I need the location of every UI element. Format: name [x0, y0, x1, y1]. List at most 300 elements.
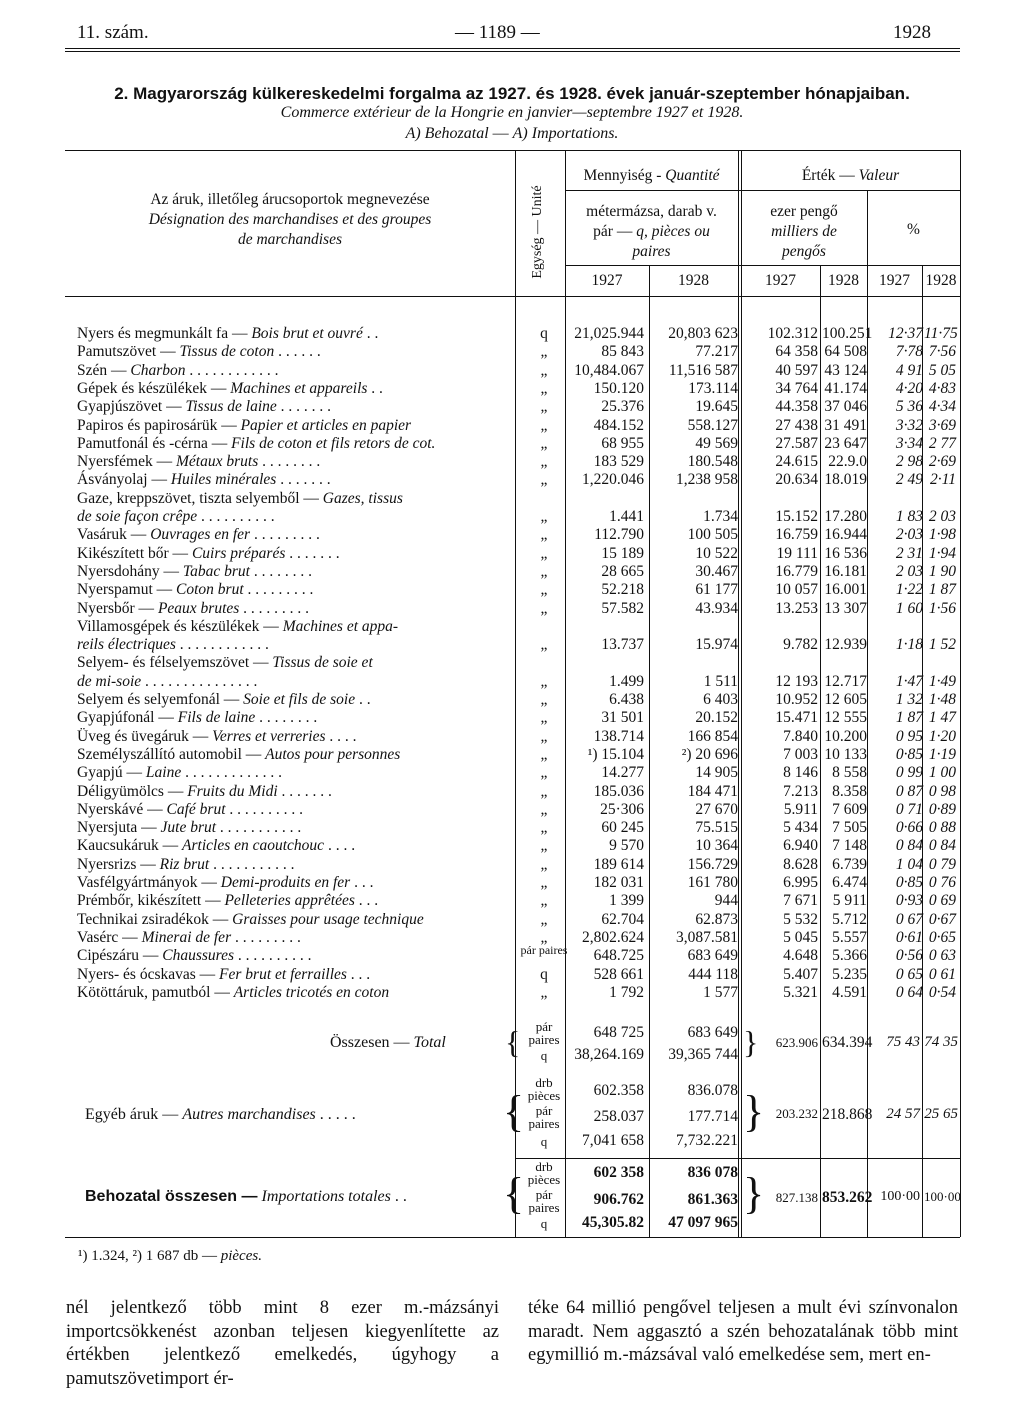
row-pct-1928: 1·56 [928, 599, 956, 617]
table-row [0, 361, 1024, 380]
row-val-1928: 12.939 [824, 636, 867, 654]
row-qty-1927: 25·306 [600, 800, 644, 818]
row-unit: „ [540, 910, 548, 928]
row-qty-1927: 189 614 [593, 855, 644, 873]
table-row [0, 800, 1024, 819]
row-val-1927: 27 438 [775, 416, 818, 434]
unit-header: Egység — Unité [530, 185, 545, 279]
other-val-brace: } [743, 1087, 765, 1136]
row-val-1927: 102.312 [767, 325, 818, 342]
row-val-1927: 12 193 [775, 672, 818, 690]
table-row [0, 507, 1024, 526]
subtitle-b: A) Importations. [512, 125, 619, 142]
row-val-1928: 12 555 [824, 709, 867, 727]
total-unit-2: q [540, 1048, 548, 1063]
table-top-rule [65, 150, 960, 151]
row-pct-1927: 0 99 [895, 764, 923, 782]
row-unit: „ [540, 581, 548, 599]
row-pct-1928: 1·20 [928, 727, 956, 745]
row-val-1928: 41.174 [824, 379, 867, 397]
row-description: Személyszállító automobil — Autos pour personnes [77, 745, 401, 763]
row-unit: „ [540, 874, 548, 891]
header-rule-2 [65, 51, 960, 52]
row-pct-1927: 1 83 [895, 508, 923, 525]
row-val-1928: 5.235 [832, 965, 867, 983]
table-row [0, 910, 1024, 929]
row-val-1928: 12 605 [824, 691, 867, 708]
other-p28: 25 65 [924, 1106, 958, 1122]
row-val-1928: 8.358 [832, 782, 867, 800]
grand-p28: 100·00 [924, 1189, 961, 1204]
row-pct-1928: 1 90 [928, 562, 956, 580]
row-description: Kikészített bőr — Cuirs préparés . . . . . . . [77, 544, 340, 562]
row-pct-1927: 0 65 [895, 965, 923, 983]
other-unit-2: pár paires [528, 1103, 560, 1131]
pct-year-1927: 1927 [879, 272, 910, 289]
other-brace: { [503, 1087, 525, 1136]
row-description: Gyapjúfonál — Fils de laine . . . . . . . . [77, 709, 318, 727]
row-description: Gaze, kreppszövet, tiszta selyemből — Gazes, tissus [77, 489, 403, 507]
row-qty-1927: 1 399 [609, 892, 644, 910]
row-unit: „ [540, 764, 548, 782]
other-label: Egyéb áruk — Autres marchandises . . . . . [85, 1106, 356, 1123]
row-pct-1927: 1·18 [895, 636, 923, 654]
row-description: Kaucsukáruk — Articles en caoutchouc . . . . [77, 837, 356, 855]
row-qty-1927: 60 245 [601, 819, 644, 837]
row-pct-1927: 1·22 [895, 581, 923, 599]
row-pct-1928: 1 87 [928, 581, 956, 599]
row-qty-1928: 20,803 623 [668, 325, 738, 342]
qty-header-desc: métermázsa, darab v. pár — q, pièces ou paires [586, 203, 717, 260]
table-row [0, 763, 1024, 782]
row-qty-1927: ¹) 15.104 [587, 745, 644, 763]
row-description: Nyers és megmunkált fa — Bois brut et ouvré . . [77, 325, 379, 342]
row-val-1927: 20.634 [775, 471, 818, 489]
grand-q27-q: 45,305.82 [582, 1214, 644, 1231]
row-unit: „ [540, 343, 548, 361]
table-row [0, 653, 1024, 672]
total-val-brace: } [743, 1024, 759, 1060]
other-unit-3: q [540, 1134, 548, 1149]
row-pct-1928: 0 76 [928, 874, 956, 891]
row-val-1927: 8 146 [783, 764, 818, 782]
table-row [0, 416, 1024, 435]
row-val-1927: 27.587 [775, 434, 818, 452]
grand-total-label: Behozatal összesen — Importations totales . . [85, 1188, 407, 1205]
other-q27-q: 7,041 658 [582, 1132, 644, 1149]
table-row [0, 580, 1024, 599]
other-q28-pieces: 836.078 [687, 1082, 738, 1099]
other-q27-pairs: 258.037 [593, 1108, 644, 1125]
row-pct-1927: 0 87 [895, 782, 923, 800]
row-pct-1927: 1 60 [895, 599, 923, 617]
total-v27: 623.906 [775, 1035, 818, 1050]
row-pct-1927: 0·61 [895, 928, 923, 946]
row-val-1928: 10.200 [824, 727, 867, 745]
row-val-1928: 5.366 [832, 947, 867, 965]
years-rule [565, 265, 960, 266]
row-val-1927: 10 057 [775, 581, 818, 599]
row-description: Pamutfonál és -cérna — Fils de coton et fils retors de cot. [77, 434, 436, 452]
row-qty-1928: 558.127 [687, 416, 738, 434]
row-description: Vasfélgyártmányok — Demi-produits en fer . . . [77, 874, 374, 891]
total-q27-pairs: 648 725 [593, 1024, 644, 1041]
row-pct-1928: 1·49 [928, 672, 956, 690]
grand-unit-2: pár paires [528, 1187, 560, 1215]
row-pct-1927: 0·66 [895, 819, 923, 837]
table-row [0, 434, 1024, 453]
row-unit: „ [540, 471, 548, 489]
row-val-1928: 7 148 [832, 837, 867, 855]
row-pct-1928: 1 00 [928, 764, 956, 782]
row-unit: „ [540, 636, 548, 654]
desc-header-hu: Az áruk, illetőleg árucsoportok megnevezése [150, 191, 430, 208]
row-unit: „ [540, 709, 548, 727]
row-description: Nyersdohány — Tabac brut . . . . . . . . [77, 562, 312, 580]
table-row [0, 379, 1024, 398]
row-qty-1928: 683 649 [687, 947, 738, 965]
page-issue: 11. szám. [77, 22, 149, 43]
table-row [0, 342, 1024, 361]
row-pct-1927: 2 98 [895, 453, 923, 471]
row-pct-1928: 2·69 [928, 453, 956, 471]
row-val-1928: 16.944 [824, 526, 867, 544]
row-val-1928: 16.181 [824, 562, 867, 580]
table-row [0, 525, 1024, 544]
row-pct-1928: 0 84 [928, 837, 956, 855]
row-qty-1927: 28 665 [601, 562, 644, 580]
other-v27: 203.232 [775, 1106, 818, 1121]
grand-p27: 100·00 [880, 1189, 920, 1204]
row-unit: q [540, 965, 548, 983]
row-val-1928: 22.9.0 [828, 453, 867, 471]
row-pct-1927: 0 95 [895, 727, 923, 745]
row-qty-1928: 14 905 [695, 764, 738, 782]
row-qty-1927: 68 955 [601, 434, 644, 452]
row-qty-1927: 183 529 [593, 453, 644, 471]
row-val-1927: 15.471 [775, 709, 818, 727]
row-val-1927: 16.779 [775, 562, 818, 580]
table-row [0, 782, 1024, 801]
table-row [0, 672, 1024, 691]
row-qty-1927: 9 570 [609, 837, 644, 855]
row-unit: pár paires [520, 943, 568, 958]
row-pct-1928: 5 05 [928, 361, 956, 379]
row-description: Selyem- és félselyemszövet — Tissus de soie et [77, 654, 373, 672]
row-pct-1928: 0·89 [928, 800, 956, 818]
row-qty-1927: 150.120 [593, 379, 644, 397]
row-description: reils électriques . . . . . . . . . . . . [77, 636, 269, 654]
subtitle-a: A) Behozatal [405, 125, 489, 142]
row-description: Nyersrizs — Riz brut . . . . . . . . . . . [77, 855, 295, 873]
row-description: Nyerspamut — Coton brut . . . . . . . . . [77, 581, 314, 599]
row-pct-1927: 1 04 [895, 855, 923, 873]
row-pct-1927: 0·85 [895, 745, 923, 763]
row-pct-1928: 2 77 [928, 434, 956, 452]
row-pct-1927: 0 71 [895, 800, 923, 818]
row-qty-1927: 6.438 [609, 691, 644, 708]
table-header-rule [65, 296, 960, 297]
row-pct-1928: 1·48 [928, 691, 956, 708]
row-val-1928: 43 124 [824, 361, 867, 379]
page-number: — 1189 — [455, 22, 540, 43]
row-qty-1928: 30.467 [695, 562, 738, 580]
grand-v28: 853.262 [822, 1189, 873, 1206]
row-val-1927: 13.253 [775, 599, 818, 617]
row-val-1927: 34 764 [775, 379, 818, 397]
total-v28: 634.394 [822, 1034, 873, 1051]
row-description: Villamosgépek és készülékek — Machines et appa- [77, 617, 399, 635]
table-row [0, 452, 1024, 471]
section-subtitle [0, 125, 1024, 143]
title-hungarian: 2. Magyarország külkereskedelmi forgalma az 1927. és 1928. évek január-szeptember hónapjaiban. [114, 84, 910, 103]
grand-q27-pairs: 906.762 [593, 1191, 644, 1208]
row-val-1928: 37 046 [824, 398, 867, 416]
row-qty-1927: 1,220.046 [582, 471, 644, 489]
row-qty-1927: 62.704 [601, 910, 644, 928]
grand-unit-3: q [540, 1216, 548, 1231]
row-unit: „ [540, 434, 548, 452]
row-pct-1927: 3·32 [895, 416, 923, 434]
row-qty-1927: 484.152 [593, 416, 644, 434]
table-bottom-rule [65, 1237, 960, 1238]
total-p28: 74 35 [924, 1034, 958, 1050]
other-unit-1: drb pièces [527, 1075, 561, 1103]
row-qty-1928: 180.548 [687, 453, 738, 471]
row-pct-1927: 0·93 [895, 892, 923, 910]
table-row [0, 818, 1024, 837]
row-description: Nyersbőr — Peaux brutes . . . . . . . . . [77, 599, 310, 617]
row-qty-1927: 2,802.624 [582, 928, 644, 946]
row-val-1927: 4.648 [783, 947, 818, 965]
row-unit: „ [540, 544, 548, 562]
row-description: Szén — Charbon . . . . . . . . . . . . [77, 361, 279, 379]
table-row [0, 873, 1024, 892]
row-pct-1927: 0 67 [895, 910, 923, 928]
row-qty-1927: 57.582 [601, 599, 644, 617]
row-qty-1927: 182 031 [593, 874, 644, 891]
table-row [0, 544, 1024, 563]
row-val-1928: 10 133 [824, 745, 867, 763]
row-qty-1927: 21,025.944 [574, 325, 644, 342]
row-pct-1928: 3·69 [928, 416, 956, 434]
row-val-1928: 6.474 [832, 874, 867, 891]
table-row [0, 397, 1024, 416]
row-pct-1927: 0 84 [895, 837, 923, 855]
table-row [0, 983, 1024, 1002]
table-row [0, 470, 1024, 489]
row-unit: „ [540, 745, 548, 763]
total-brace: { [505, 1024, 521, 1060]
row-val-1927: 9.782 [783, 636, 818, 654]
row-qty-1928: 43.934 [695, 599, 738, 617]
row-description: Technikai zsiradékok — Graisses pour usage technique [77, 910, 424, 928]
other-q28-q: 7,732.221 [676, 1132, 738, 1149]
row-qty-1927: 138.714 [593, 727, 644, 745]
table-row [0, 708, 1024, 727]
row-val-1927: 5.911 [783, 800, 818, 818]
row-val-1927: 24.615 [775, 453, 818, 471]
row-unit: „ [540, 837, 548, 855]
row-qty-1928: 10 522 [695, 544, 738, 562]
row-description: Selyem és selyemfonál — Soie et fils de soie . . [77, 691, 371, 708]
row-description: Pamutszövet — Tissus de coton . . . . . . [77, 343, 321, 361]
grand-v27: 827.138 [775, 1190, 818, 1205]
row-pct-1928: 1 52 [928, 636, 956, 654]
table-row [0, 965, 1024, 984]
row-val-1927: 15.152 [775, 508, 818, 525]
row-pct-1927: 2 49 [895, 471, 923, 489]
row-unit: „ [540, 782, 548, 800]
val-year-1928: 1928 [828, 272, 859, 289]
row-qty-1927: 1.499 [609, 672, 644, 690]
row-pct-1928: 4·34 [928, 398, 956, 416]
row-unit: „ [540, 379, 548, 397]
row-unit: „ [540, 416, 548, 434]
row-unit: „ [540, 398, 548, 416]
row-val-1927: 6.995 [783, 874, 818, 891]
table-row [0, 836, 1024, 855]
grand-brace: { [503, 1169, 525, 1218]
row-unit: „ [540, 361, 548, 379]
row-description: Nyersfémek — Métaux bruts . . . . . . . . [77, 453, 321, 471]
row-qty-1928: 1,238 958 [676, 471, 738, 489]
row-qty-1927: 528 661 [593, 965, 644, 983]
row-qty-1927: 648.725 [593, 947, 644, 965]
row-pct-1928: 0 69 [928, 892, 956, 910]
table-row [0, 928, 1024, 947]
row-val-1928: 16 536 [824, 544, 867, 562]
row-val-1928: 64 508 [824, 343, 867, 361]
row-val-1927: 44.358 [775, 398, 818, 416]
row-qty-1928: 166 854 [687, 727, 738, 745]
row-unit: „ [540, 800, 548, 818]
row-qty-1927: 52.218 [601, 581, 644, 599]
row-description: Nyers- és ócskavas — Fer brut et ferrailles . . . [77, 965, 371, 983]
row-pct-1928: 11·75 [924, 325, 958, 342]
row-pct-1928: 0·54 [928, 983, 956, 1001]
row-val-1928: 5 911 [832, 892, 867, 910]
row-val-1927: 7 671 [783, 892, 818, 910]
row-pct-1927: 4·20 [895, 379, 923, 397]
row-val-1928: 12.717 [824, 672, 867, 690]
row-unit: q [540, 325, 548, 342]
row-pct-1927: 7·78 [895, 343, 923, 361]
row-qty-1928: 10 364 [695, 837, 738, 855]
table-row [0, 727, 1024, 746]
row-description: Ásványolaj — Huiles minérales . . . . . . . [77, 471, 331, 489]
row-val-1928: 31 491 [824, 416, 867, 434]
row-qty-1928: ²) 20 696 [681, 745, 738, 763]
row-description: Prémbőr, kikészített — Pelleteries apprêtées . . . [77, 892, 379, 910]
row-pct-1927: 0·56 [895, 947, 923, 965]
row-unit: „ [540, 727, 548, 745]
row-val-1927: 16.759 [775, 526, 818, 544]
row-qty-1928: 173.114 [688, 379, 738, 397]
row-description: Nyerskávé — Café brut . . . . . . . . . . [77, 800, 304, 818]
other-v28: 218.868 [822, 1106, 873, 1123]
row-qty-1927: 10,484.067 [574, 361, 644, 379]
row-pct-1928: 0·67 [928, 910, 956, 928]
row-qty-1927: 1.441 [609, 508, 644, 525]
row-pct-1927: 12·37 [888, 325, 923, 342]
row-pct-1928: 1 47 [928, 709, 956, 727]
row-unit: „ [540, 526, 548, 544]
row-unit: „ [540, 928, 548, 946]
grand-q28-q: 47 097 965 [668, 1214, 738, 1231]
row-val-1927: 5 532 [783, 910, 818, 928]
row-val-1928: 16.001 [824, 581, 867, 599]
row-unit: „ [540, 508, 548, 525]
row-pct-1927: 5 36 [895, 398, 923, 416]
row-description: Cipészáru — Chaussures . . . . . . . . . . [77, 947, 312, 965]
row-qty-1928: 62.873 [695, 910, 738, 928]
row-qty-1927: 112.790 [594, 526, 644, 544]
row-qty-1928: 75.515 [695, 819, 738, 837]
row-pct-1928: 2·11 [930, 471, 956, 489]
row-unit: „ [540, 599, 548, 617]
table-row [0, 562, 1024, 581]
row-pct-1927: 2·03 [895, 526, 923, 544]
desc-header [70, 190, 510, 250]
row-val-1927: 5.407 [783, 965, 818, 983]
row-val-1928: 8 558 [832, 764, 867, 782]
qty-year-1927: 1927 [591, 272, 623, 289]
row-pct-1928: 4·83 [928, 379, 956, 397]
row-val-1927: 7.213 [783, 782, 818, 800]
table-row [0, 690, 1024, 709]
val-year-1927: 1927 [765, 272, 796, 289]
row-pct-1928: 2 03 [928, 508, 956, 525]
row-val-1927: 5 045 [783, 928, 818, 946]
row-qty-1928: 77.217 [695, 343, 738, 361]
row-qty-1928: 19.645 [695, 398, 738, 416]
row-val-1927: 10.952 [775, 691, 818, 708]
row-val-1927: 6.940 [783, 837, 818, 855]
row-qty-1928: 11,516 587 [668, 361, 738, 379]
row-qty-1928: 1.734 [703, 508, 738, 525]
row-unit: „ [540, 819, 548, 837]
row-val-1927: 19 111 [776, 544, 818, 562]
qty-val-title-rule [565, 190, 960, 191]
body-text-left: nél jelentkező több mint 8 ezer m.-mázsányi importcsökkenést azonban teljesen kiegyenlítette az értékben jelentkező emelkedés, úgyhogy a pamutszövetimport ér- [66, 1298, 499, 1389]
row-qty-1928: 49 569 [695, 434, 738, 452]
row-pct-1927: 1·47 [895, 672, 923, 690]
row-val-1928: 23 647 [824, 434, 867, 452]
row-pct-1927: 1 32 [895, 691, 923, 708]
total-q28-q: 39,365 744 [668, 1046, 738, 1063]
row-unit: „ [540, 562, 548, 580]
row-unit: „ [540, 892, 548, 910]
row-qty-1928: 156.729 [687, 855, 738, 873]
row-unit: „ [540, 855, 548, 873]
row-qty-1928: 15.974 [695, 636, 738, 654]
page-year: 1928 [893, 22, 931, 43]
total-q27-q: 38,264.169 [574, 1046, 644, 1063]
row-pct-1928: 0 79 [928, 855, 956, 873]
row-val-1928: 7 505 [832, 819, 867, 837]
grand-q28-pieces: 836 078 [687, 1164, 738, 1181]
table-row [0, 891, 1024, 910]
row-description: Kötöttáruk, pamutból — Articles tricotés en coton [77, 983, 390, 1001]
row-qty-1927: 14.277 [601, 764, 644, 782]
pct-header: % [907, 221, 920, 238]
row-description: Vasérc — Minerai de fer . . . . . . . . . [77, 928, 301, 946]
row-qty-1928: 161 780 [687, 874, 738, 891]
grand-total-rule [515, 1158, 960, 1159]
row-unit: „ [540, 453, 548, 471]
row-pct-1927: 4 91 [895, 361, 923, 379]
